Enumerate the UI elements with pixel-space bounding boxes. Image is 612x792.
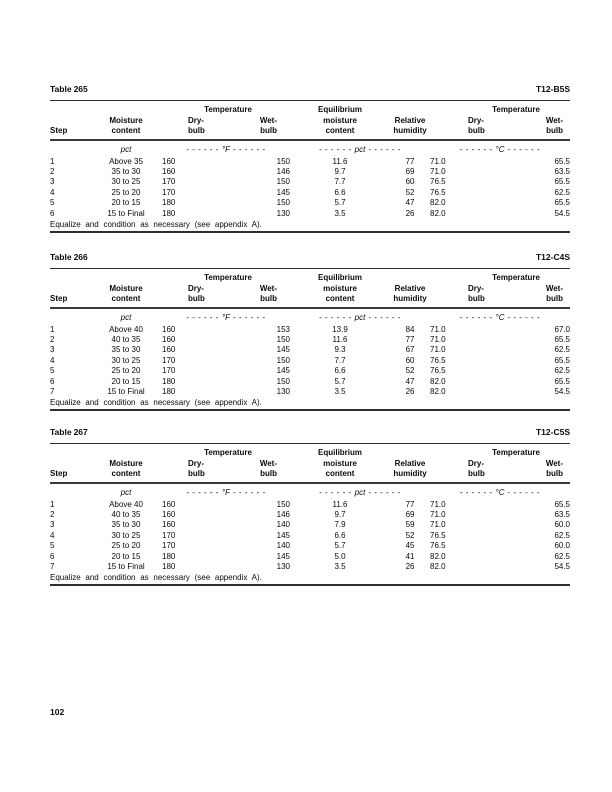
col-header-dry-bulb-c: Dry- bulb xyxy=(468,115,485,135)
table-row xyxy=(50,366,570,376)
units-row xyxy=(50,140,570,157)
unit-fahrenheit: - - - - - - °F - - - - - - xyxy=(186,487,266,497)
table-block-267 xyxy=(50,427,570,586)
table-label-prefix: Table xyxy=(50,84,72,94)
cell-wet-bulb-c: 67.0 xyxy=(554,324,571,334)
cell-dry-bulb-f: 180 xyxy=(162,386,176,396)
cell-moisture-content: 30 to 25 xyxy=(111,530,141,540)
cell-dry-bulb-c: 76.5 xyxy=(430,541,446,551)
cell-equilibrium-moisture: 7.7 xyxy=(334,177,346,187)
cell-relative-humidity: 52 xyxy=(405,366,415,376)
cell-moisture-content: 15 to Final xyxy=(107,208,145,218)
cell-step: 6 xyxy=(50,208,55,218)
table-row xyxy=(50,209,570,219)
cell-dry-bulb-f: 160 xyxy=(162,520,176,530)
unit-fahrenheit: - - - - - - °F - - - - - - xyxy=(186,312,266,322)
drying-schedule-table xyxy=(50,443,570,586)
cell-relative-humidity: 67 xyxy=(405,345,415,355)
cell-moisture-content: 35 to 30 xyxy=(111,166,141,176)
cell-wet-bulb-f: 140 xyxy=(276,541,291,551)
cell-dry-bulb-c: 82.0 xyxy=(430,561,446,571)
unit-celsius: - - - - - - °C - - - - - - xyxy=(459,487,541,497)
cell-step: 7 xyxy=(50,386,55,396)
table-label-prefix: Table xyxy=(50,252,72,262)
page-number: 102 xyxy=(50,707,65,717)
cell-moisture-content: 40 to 35 xyxy=(111,509,141,519)
cell-relative-humidity: 26 xyxy=(405,386,415,396)
cell-relative-humidity: 69 xyxy=(405,509,415,519)
cell-step: 2 xyxy=(50,509,55,519)
cell-moisture-content: Above 35 xyxy=(109,156,143,166)
cell-dry-bulb-f: 160 xyxy=(162,166,176,176)
cell-wet-bulb-c: 65.5 xyxy=(554,376,571,386)
cell-step: 5 xyxy=(50,541,55,551)
cell-wet-bulb-f: 140 xyxy=(276,520,291,530)
cell-wet-bulb-c: 65.5 xyxy=(554,156,571,166)
table-caption-row xyxy=(50,427,570,437)
cell-equilibrium-moisture: 11.6 xyxy=(332,156,348,166)
cell-equilibrium-moisture: 9.7 xyxy=(334,166,346,176)
cell-moisture-content: Above 40 xyxy=(109,499,143,509)
cell-relative-humidity: 60 xyxy=(405,355,415,365)
cell-equilibrium-moisture: 6.6 xyxy=(334,530,346,540)
unit-pct-span: - - - - - - pct - - - - - - xyxy=(319,487,401,497)
cell-moisture-content: 15 to Final xyxy=(107,561,145,571)
cell-wet-bulb-f: 150 xyxy=(276,177,291,187)
cell-dry-bulb-f: 180 xyxy=(162,561,176,571)
cell-dry-bulb-c: 76.5 xyxy=(430,355,446,365)
cell-step: 7 xyxy=(50,561,55,571)
cell-step: 4 xyxy=(50,355,55,365)
cell-wet-bulb-c: 63.5 xyxy=(554,166,571,176)
col-header-relative-humidity: Relative humidity xyxy=(390,269,430,308)
table-row xyxy=(50,325,570,335)
cell-wet-bulb-c: 65.5 xyxy=(554,177,571,187)
cell-step: 2 xyxy=(50,334,55,344)
cell-relative-humidity: 59 xyxy=(405,520,415,530)
cell-relative-humidity: 84 xyxy=(405,324,415,334)
table-footnote-row xyxy=(50,572,570,585)
cell-dry-bulb-f: 170 xyxy=(162,177,176,187)
cell-moisture-content: 20 to 15 xyxy=(111,198,141,208)
cell-equilibrium-moisture: 11.6 xyxy=(332,499,348,509)
table-row xyxy=(50,335,570,345)
table-body xyxy=(50,325,570,398)
cell-dry-bulb-c: 82.0 xyxy=(430,376,446,386)
cell-wet-bulb-f: 130 xyxy=(276,561,291,571)
col-header-temperature-c: Temperature Dry- bulb Wet- bulb xyxy=(430,101,570,140)
cell-wet-bulb-c: 62.5 xyxy=(554,187,571,197)
table-row xyxy=(50,356,570,366)
cell-wet-bulb-f: 150 xyxy=(276,198,291,208)
cell-relative-humidity: 45 xyxy=(405,541,415,551)
table-row xyxy=(50,167,570,177)
col-header-step: Step xyxy=(50,101,90,140)
col-header-wet-bulb-c: Wet- bulb xyxy=(545,115,564,135)
cell-dry-bulb-c: 82.0 xyxy=(430,208,446,218)
unit-pct-span: - - - - - - pct - - - - - - xyxy=(319,144,401,154)
unit-celsius: - - - - - - °C - - - - - - xyxy=(459,144,541,154)
col-header-temperature-f: Temperature Dry- bulb Wet- bulb xyxy=(162,444,290,483)
table-row xyxy=(50,387,570,397)
drying-schedule-table xyxy=(50,100,570,233)
table-number: 267 xyxy=(73,427,88,437)
table-label xyxy=(50,427,88,437)
cell-wet-bulb-f: 153 xyxy=(276,324,291,334)
cell-dry-bulb-c: 71.0 xyxy=(430,499,446,509)
cell-wet-bulb-f: 146 xyxy=(276,509,291,519)
table-code: T12-C4S xyxy=(535,252,570,262)
table-code: T12-C5S xyxy=(535,427,570,437)
cell-dry-bulb-f: 160 xyxy=(162,345,176,355)
cell-wet-bulb-f: 145 xyxy=(276,551,291,561)
cell-equilibrium-moisture: 5.7 xyxy=(334,376,346,386)
col-header-temperature-f: Temperature Dry- bulb Wet- bulb xyxy=(162,269,290,308)
col-header-dry-bulb-f: Dry- bulb xyxy=(188,458,205,478)
cell-moisture-content: 30 to 25 xyxy=(111,355,141,365)
cell-dry-bulb-c: 82.0 xyxy=(430,551,446,561)
table-row xyxy=(50,198,570,208)
cell-equilibrium-moisture: 3.5 xyxy=(334,386,346,396)
cell-wet-bulb-f: 150 xyxy=(276,376,291,386)
cell-wet-bulb-c: 60.0 xyxy=(554,541,571,551)
cell-dry-bulb-c: 76.5 xyxy=(430,530,446,540)
cell-dry-bulb-c: 71.0 xyxy=(430,156,446,166)
table-number: 266 xyxy=(73,252,88,262)
cell-wet-bulb-c: 54.5 xyxy=(554,386,571,396)
cell-dry-bulb-f: 170 xyxy=(162,187,176,197)
cell-dry-bulb-f: 180 xyxy=(162,551,176,561)
cell-wet-bulb-c: 65.5 xyxy=(554,334,571,344)
cell-moisture-content: 30 to 25 xyxy=(111,177,141,187)
cell-moisture-content: 15 to Final xyxy=(107,386,145,396)
col-header-wet-bulb-f: Wet- bulb xyxy=(259,115,278,135)
table-label-prefix: Table xyxy=(50,427,72,437)
table-footnote: Equalize and condition as necessary (see appendix A). xyxy=(50,398,262,408)
table-footnote: Equalize and condition as necessary (see appendix A). xyxy=(50,219,262,229)
col-header-moisture-content: Moisture content xyxy=(90,101,162,140)
cell-dry-bulb-c: 71.0 xyxy=(430,520,446,530)
cell-step: 3 xyxy=(50,177,55,187)
cell-moisture-content: 25 to 20 xyxy=(111,366,141,376)
cell-wet-bulb-f: 150 xyxy=(276,156,291,166)
cell-equilibrium-moisture: 3.5 xyxy=(334,208,346,218)
col-header-wet-bulb-c: Wet- bulb xyxy=(545,458,564,478)
col-header-wet-bulb-c: Wet- bulb xyxy=(545,283,564,303)
cell-equilibrium-moisture: 6.6 xyxy=(334,366,346,376)
table-number: 265 xyxy=(73,84,88,94)
col-header-temperature-c: Temperature Dry- bulb Wet- bulb xyxy=(430,269,570,308)
col-header-moisture-content: Moisture content xyxy=(90,444,162,483)
cell-dry-bulb-f: 170 xyxy=(162,355,176,365)
cell-wet-bulb-f: 145 xyxy=(276,345,291,355)
cell-relative-humidity: 26 xyxy=(405,561,415,571)
table-row xyxy=(50,157,570,167)
col-header-dry-bulb-f: Dry- bulb xyxy=(188,115,205,135)
unit-pct: pct xyxy=(120,144,132,154)
cell-dry-bulb-c: 71.0 xyxy=(430,166,446,176)
unit-pct-span: - - - - - - pct - - - - - - xyxy=(319,312,401,322)
cell-equilibrium-moisture: 3.5 xyxy=(334,561,346,571)
cell-dry-bulb-f: 160 xyxy=(162,334,176,344)
cell-equilibrium-moisture: 9.7 xyxy=(334,509,346,519)
cell-step: 3 xyxy=(50,345,55,355)
cell-dry-bulb-f: 160 xyxy=(162,156,176,166)
table-body xyxy=(50,157,570,219)
cell-step: 6 xyxy=(50,376,55,386)
cell-relative-humidity: 41 xyxy=(405,551,415,561)
table-footnote-row xyxy=(50,219,570,232)
cell-equilibrium-moisture: 5.0 xyxy=(334,551,346,561)
cell-dry-bulb-c: 76.5 xyxy=(430,366,446,376)
table-body xyxy=(50,500,570,573)
col-header-dry-bulb-f: Dry- bulb xyxy=(188,283,205,303)
cell-relative-humidity: 47 xyxy=(405,376,415,386)
cell-wet-bulb-c: 60.0 xyxy=(554,520,571,530)
cell-dry-bulb-f: 160 xyxy=(162,509,176,519)
cell-wet-bulb-f: 145 xyxy=(276,187,291,197)
cell-equilibrium-moisture: 7.7 xyxy=(334,355,346,365)
drying-schedule-table xyxy=(50,268,570,411)
cell-dry-bulb-c: 76.5 xyxy=(430,187,446,197)
col-header-wet-bulb-f: Wet- bulb xyxy=(259,283,278,303)
cell-equilibrium-moisture: 5.7 xyxy=(334,541,346,551)
col-header-equilibrium-moisture-content: Equilibrium moisture content xyxy=(290,269,390,308)
table-row xyxy=(50,345,570,355)
cell-wet-bulb-f: 130 xyxy=(276,208,291,218)
table-row xyxy=(50,377,570,387)
cell-relative-humidity: 47 xyxy=(405,198,415,208)
cell-relative-humidity: 26 xyxy=(405,208,415,218)
cell-moisture-content: 35 to 30 xyxy=(111,520,141,530)
cell-dry-bulb-f: 160 xyxy=(162,324,176,334)
cell-step: 5 xyxy=(50,198,55,208)
cell-dry-bulb-c: 71.0 xyxy=(430,509,446,519)
cell-wet-bulb-f: 150 xyxy=(276,355,291,365)
cell-equilibrium-moisture: 9.3 xyxy=(334,345,346,355)
cell-step: 1 xyxy=(50,156,55,166)
table-block-266 xyxy=(50,252,570,411)
cell-wet-bulb-f: 150 xyxy=(276,334,291,344)
cell-dry-bulb-f: 170 xyxy=(162,541,176,551)
cell-equilibrium-moisture: 6.6 xyxy=(334,187,346,197)
cell-wet-bulb-c: 65.5 xyxy=(554,499,571,509)
unit-pct: pct xyxy=(120,487,132,497)
cell-dry-bulb-c: 71.0 xyxy=(430,345,446,355)
cell-wet-bulb-c: 62.5 xyxy=(554,345,571,355)
cell-step: 4 xyxy=(50,530,55,540)
cell-dry-bulb-c: 71.0 xyxy=(430,334,446,344)
cell-step: 1 xyxy=(50,324,55,334)
cell-step: 6 xyxy=(50,551,55,561)
col-header-dry-bulb-c: Dry- bulb xyxy=(468,458,485,478)
col-header-wet-bulb-f: Wet- bulb xyxy=(259,458,278,478)
cell-wet-bulb-c: 62.5 xyxy=(554,366,571,376)
cell-equilibrium-moisture: 11.6 xyxy=(332,334,348,344)
cell-step: 1 xyxy=(50,499,55,509)
cell-dry-bulb-f: 170 xyxy=(162,366,176,376)
table-row xyxy=(50,562,570,572)
table-header-row xyxy=(50,444,570,483)
cell-dry-bulb-c: 71.0 xyxy=(430,324,446,334)
cell-relative-humidity: 60 xyxy=(405,177,415,187)
cell-moisture-content: 20 to 15 xyxy=(111,551,141,561)
cell-equilibrium-moisture: 5.7 xyxy=(334,198,346,208)
table-block-265 xyxy=(50,84,570,233)
table-label xyxy=(50,252,88,262)
cell-dry-bulb-c: 76.5 xyxy=(430,177,446,187)
cell-moisture-content: 40 to 35 xyxy=(111,334,141,344)
col-header-temperature-c: Temperature Dry- bulb Wet- bulb xyxy=(430,444,570,483)
cell-relative-humidity: 52 xyxy=(405,530,415,540)
unit-fahrenheit: - - - - - - °F - - - - - - xyxy=(186,144,266,154)
cell-relative-humidity: 77 xyxy=(405,156,415,166)
table-row xyxy=(50,510,570,520)
cell-dry-bulb-c: 82.0 xyxy=(430,198,446,208)
cell-wet-bulb-f: 145 xyxy=(276,366,291,376)
cell-wet-bulb-f: 150 xyxy=(276,499,291,509)
units-row xyxy=(50,308,570,325)
table-label xyxy=(50,84,88,94)
unit-celsius: - - - - - - °C - - - - - - xyxy=(459,312,541,322)
cell-wet-bulb-f: 146 xyxy=(276,166,291,176)
col-header-equilibrium-moisture-content: Equilibrium moisture content xyxy=(290,444,390,483)
cell-wet-bulb-c: 65.5 xyxy=(554,355,571,365)
table-row xyxy=(50,541,570,551)
cell-step: 4 xyxy=(50,187,55,197)
col-header-dry-bulb-c: Dry- bulb xyxy=(468,283,485,303)
table-caption-row xyxy=(50,252,570,262)
col-header-moisture-content: Moisture content xyxy=(90,269,162,308)
cell-dry-bulb-f: 160 xyxy=(162,499,176,509)
cell-dry-bulb-f: 180 xyxy=(162,376,176,386)
table-header-row xyxy=(50,101,570,140)
table-row xyxy=(50,531,570,541)
col-header-relative-humidity: Relative humidity xyxy=(390,101,430,140)
table-footnote-row xyxy=(50,397,570,410)
col-header-equilibrium-moisture-content: Equilibrium moisture content xyxy=(290,101,390,140)
cell-relative-humidity: 77 xyxy=(405,499,415,509)
cell-step: 5 xyxy=(50,366,55,376)
cell-wet-bulb-f: 145 xyxy=(276,530,291,540)
cell-equilibrium-moisture: 7.9 xyxy=(334,520,346,530)
col-header-step: Step xyxy=(50,444,90,483)
table-row xyxy=(50,520,570,530)
cell-moisture-content: 25 to 20 xyxy=(111,541,141,551)
unit-pct: pct xyxy=(120,312,132,322)
cell-wet-bulb-c: 65.5 xyxy=(554,198,571,208)
col-header-relative-humidity: Relative humidity xyxy=(390,444,430,483)
cell-wet-bulb-c: 62.5 xyxy=(554,551,571,561)
cell-wet-bulb-c: 54.5 xyxy=(554,561,571,571)
cell-wet-bulb-f: 130 xyxy=(276,386,291,396)
cell-wet-bulb-c: 62.5 xyxy=(554,530,571,540)
cell-dry-bulb-f: 170 xyxy=(162,530,176,540)
table-code: T12-B5S xyxy=(535,84,570,94)
table-header-row xyxy=(50,269,570,308)
cell-equilibrium-moisture: 13.9 xyxy=(332,324,348,334)
cell-dry-bulb-c: 82.0 xyxy=(430,386,446,396)
cell-moisture-content: 35 to 30 xyxy=(111,345,141,355)
cell-relative-humidity: 69 xyxy=(405,166,415,176)
table-row xyxy=(50,500,570,510)
cell-step: 3 xyxy=(50,520,55,530)
table-caption-row xyxy=(50,84,570,94)
col-header-temperature-f: Temperature Dry- bulb Wet- bulb xyxy=(162,101,290,140)
cell-step: 2 xyxy=(50,166,55,176)
cell-relative-humidity: 77 xyxy=(405,334,415,344)
cell-dry-bulb-f: 180 xyxy=(162,208,176,218)
table-row xyxy=(50,177,570,187)
table-row xyxy=(50,188,570,198)
table-row xyxy=(50,552,570,562)
cell-wet-bulb-c: 54.5 xyxy=(554,208,571,218)
cell-moisture-content: 20 to 15 xyxy=(111,376,141,386)
col-header-step: Step xyxy=(50,269,90,308)
cell-moisture-content: Above 40 xyxy=(109,324,143,334)
cell-wet-bulb-c: 63.5 xyxy=(554,509,571,519)
units-row xyxy=(50,483,570,500)
cell-moisture-content: 25 to 20 xyxy=(111,187,141,197)
cell-relative-humidity: 52 xyxy=(405,187,415,197)
cell-dry-bulb-f: 180 xyxy=(162,198,176,208)
table-footnote: Equalize and condition as necessary (see appendix A). xyxy=(50,573,262,583)
